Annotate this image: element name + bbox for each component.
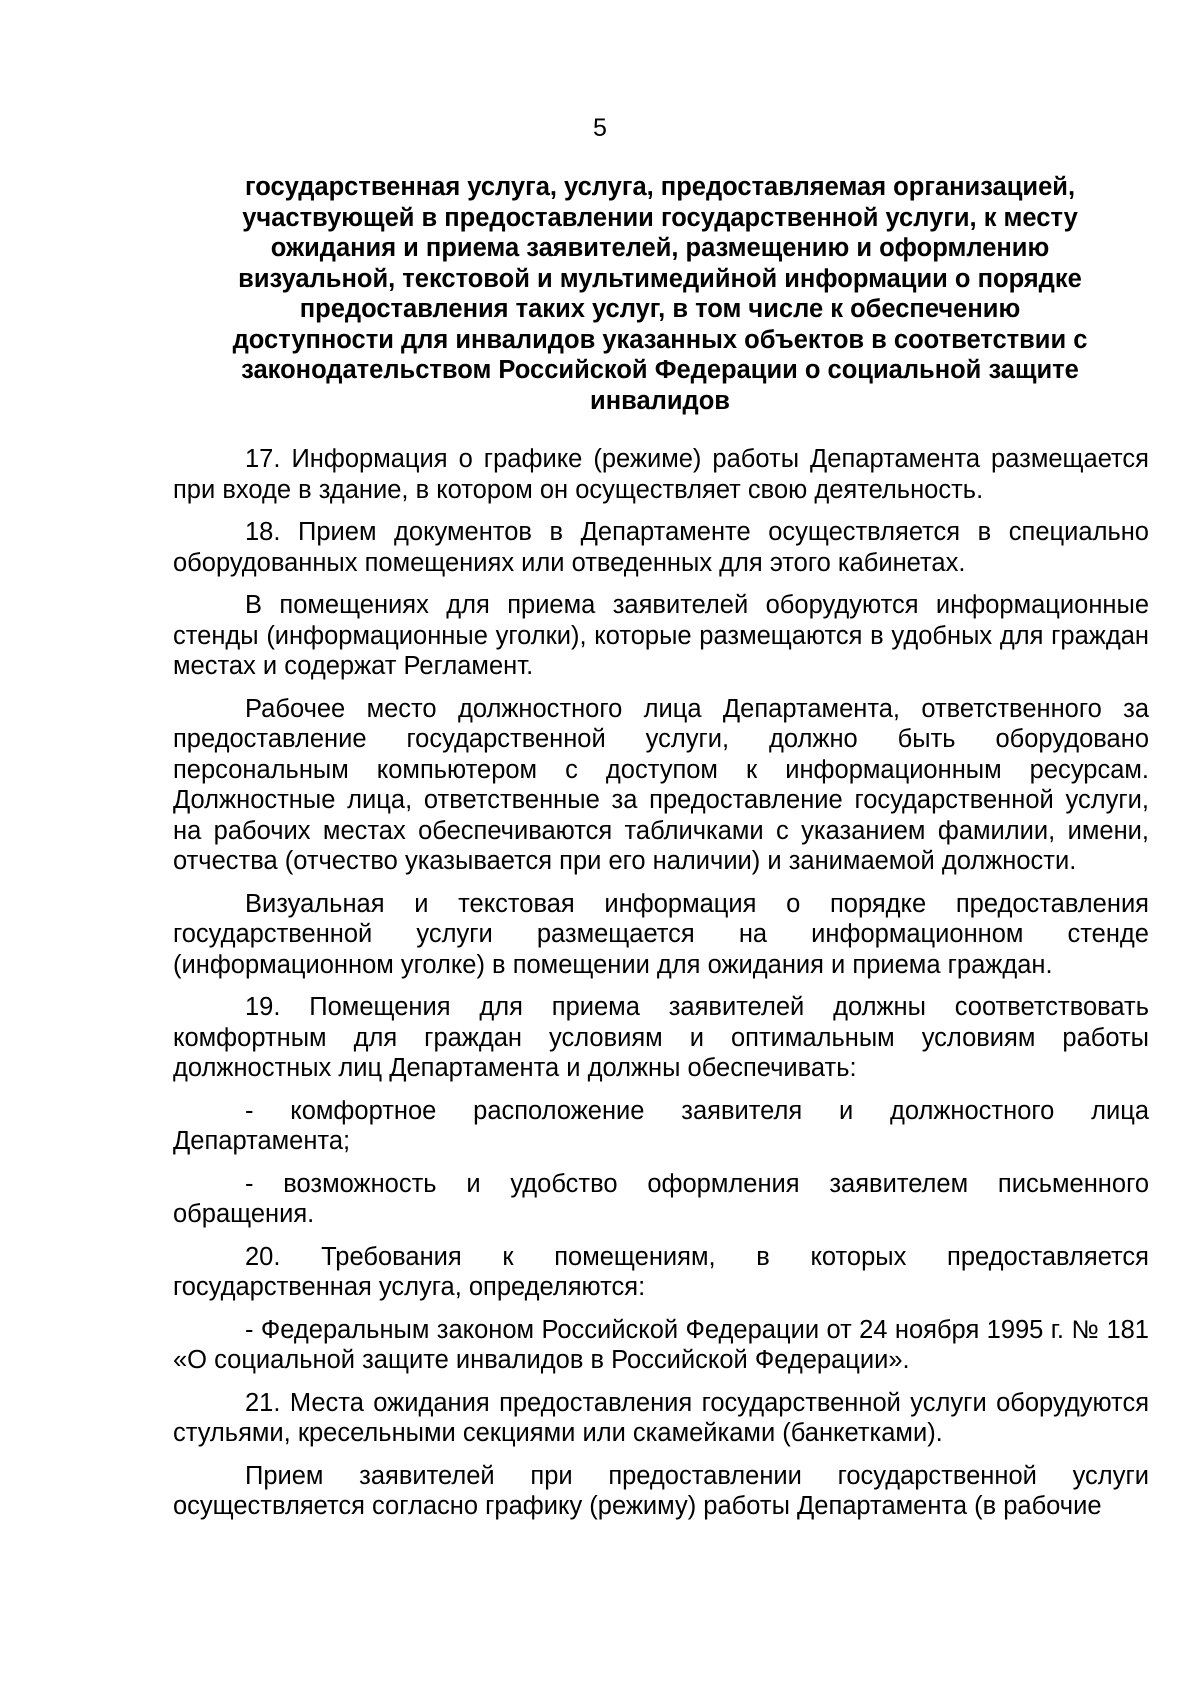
- list-item-comfort: - комфортное расположение заявителя и должностного лица Департамента;: [173, 1096, 1149, 1155]
- paragraph-workplace: Рабочее место должностного лица Департамента, ответственного за предоставление государственной услуги, должно быть оборудовано персональным компьютером с доступом к информационным ресурсам. Должностные лица, ответственные за предоставление государственной услуги, на рабочих местах обеспечиваются табличками с указанием фамилии, имени, отчества (отчество указывается при его наличии) и занимаемой должности.: [173, 694, 1149, 875]
- paragraph-reception: Прием заявителей при предоставлении государственной услуги осуществляется согласно графику (режиму) работы Департамента (в рабочие: [173, 1461, 1149, 1520]
- document-body: [173, 444, 1149, 1534]
- paragraph-19: 19. Помещения для приема заявителей должны соответствовать комфортным для граждан условиям и оптимальным условиям работы должностных лиц Департамента и должны обеспечивать:: [173, 993, 1149, 1082]
- list-item-written-appeal: - возможность и удобство оформления заявителем письменного обращения.: [173, 1169, 1149, 1228]
- page-number: 5: [593, 114, 607, 142]
- paragraph-info-stands: В помещениях для приема заявителей оборудуются информационные стенды (информационные уголки), которые размещаются в удобных для граждан местах и содержат Регламент.: [173, 591, 1149, 680]
- paragraph-20: 20. Требования к помещениям, в которых предоставляется государственная услуга, определяются:: [173, 1242, 1149, 1301]
- list-item-federal-law: - Федеральным законом Российской Федерации от 24 ноября 1995 г. № 181 «О социальной защите инвалидов в Российской Федерации».: [173, 1315, 1149, 1374]
- paragraph-21: 21. Места ожидания предоставления государственной услуги оборудуются стульями, кресельными секциями или скамейками (банкетками).: [173, 1388, 1149, 1447]
- section-heading: государственная услуга, услуга, предоставляемая организацией, участвующей в предоставлении государственной услуги, к месту ожидания и приема заявителей, размещению и оформлению визуальной, текстовой и мультимедийной информации о порядке предоставления таких услуг, в том числе к обеспечению доступности для инвалидов указанных объектов в соответствии с законодательством Российской Федерации о социальной защите инвалидов: [232, 173, 1088, 415]
- paragraph-18: 18. Прием документов в Департаменте осуществляется в специально оборудованных помещениях или отведенных для этого кабинетах.: [173, 518, 1149, 577]
- paragraph-visual-info: Визуальная и текстовая информация о порядке предоставления государственной услуги размещается на информационном стенде (информационном уголке) в помещении для ожидания и приема граждан.: [173, 889, 1149, 979]
- paragraph-17: 17. Информация о графике (режиме) работы Департамента размещается при входе в здание, в котором он осуществляет свою деятельность.: [173, 445, 1149, 504]
